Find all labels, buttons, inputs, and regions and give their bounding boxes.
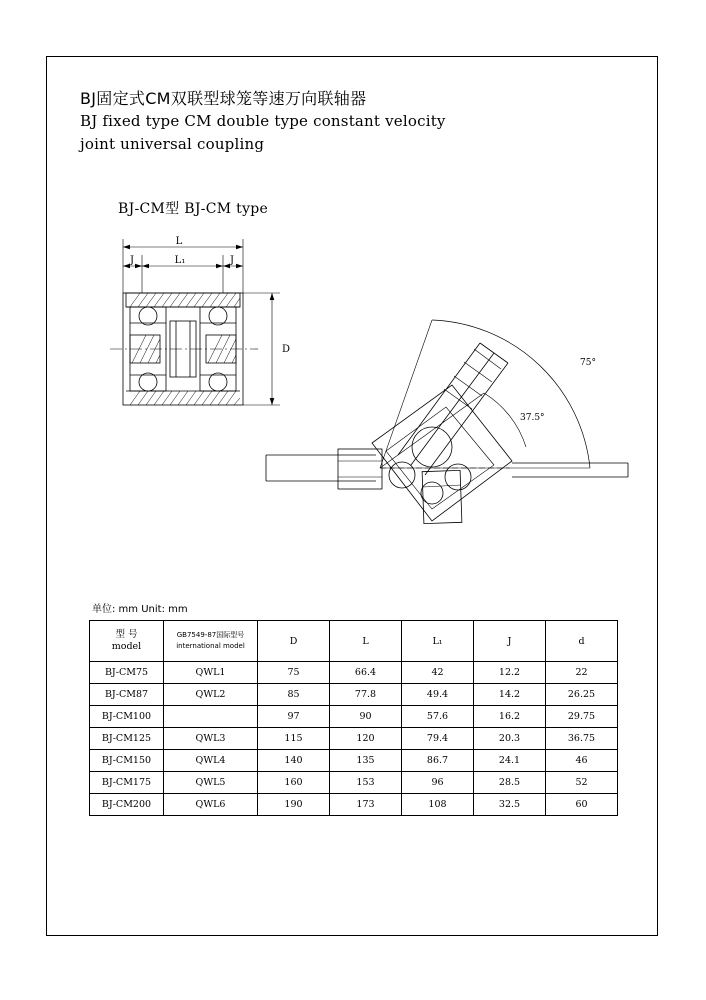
cell-model: BJ-CM200 [90,794,164,816]
page-title-english-line1: BJ fixed type CM double type constant velocity [80,112,446,130]
cell-model: BJ-CM125 [90,728,164,750]
dimension-label-J-left: J [129,255,135,266]
cell-model: BJ-CM100 [90,706,164,728]
table-row [90,662,618,684]
specification-table [89,620,618,816]
cell-L: 173 [330,794,402,816]
cell-J: 16.2 [474,706,546,728]
cell-L: 135 [330,750,402,772]
table-row [90,706,618,728]
diagram-subtitle: BJ-CM型 BJ-CM type [118,201,269,217]
cell-L1: 42 [402,662,474,684]
cell-L1: 79.4 [402,728,474,750]
cell-L1: 108 [402,794,474,816]
table-row [90,684,618,706]
cell-D: 160 [258,772,330,794]
header-model-line1: 型 号 [115,629,138,640]
cell-J: 12.2 [474,662,546,684]
cell-D: 190 [258,794,330,816]
cell-L: 153 [330,772,402,794]
cell-model: BJ-CM75 [90,662,164,684]
dimension-label-L1: L₁ [174,255,186,266]
cell-J: 24.1 [474,750,546,772]
cell-L: 90 [330,706,402,728]
cell-d: 26.25 [546,684,618,706]
cell-d: 29.75 [546,706,618,728]
header-international-model [164,621,258,662]
cell-D: 75 [258,662,330,684]
header-model [90,621,164,662]
cell-J: 28.5 [474,772,546,794]
cell-L: 66.4 [330,662,402,684]
cell-intl [164,706,258,728]
cell-intl: QWL6 [164,794,258,816]
header-L: L [330,621,402,662]
table-row [90,750,618,772]
cell-intl: QWL2 [164,684,258,706]
header-intl-line2: international model [176,642,245,650]
cell-d: 46 [546,750,618,772]
cell-model: BJ-CM150 [90,750,164,772]
cell-L: 120 [330,728,402,750]
page-title-english-line2: joint universal coupling [80,135,265,153]
page-title-chinese: BJ固定式CM双联型球笼等速万向联轴器 [80,89,367,108]
dimension-label-J-right: J [229,255,235,266]
cell-J: 14.2 [474,684,546,706]
title-block [80,88,600,156]
cell-intl: QWL3 [164,728,258,750]
angle-label-37-5: 37.5° [520,413,545,423]
cell-L1: 96 [402,772,474,794]
cell-model: BJ-CM87 [90,684,164,706]
cell-J: 20.3 [474,728,546,750]
technical-drawing [80,225,640,560]
cell-intl: QWL1 [164,662,258,684]
cell-d: 52 [546,772,618,794]
cell-intl: QWL5 [164,772,258,794]
cell-d: 36.75 [546,728,618,750]
unit-note: 单位: mm Unit: mm [92,604,188,615]
cell-L1: 57.6 [402,706,474,728]
angle-label-75: 75° [580,358,596,368]
cell-L1: 86.7 [402,750,474,772]
dimension-label-L: L [175,236,183,247]
cell-model: BJ-CM175 [90,772,164,794]
cell-D: 140 [258,750,330,772]
cell-L: 77.8 [330,684,402,706]
cell-d: 22 [546,662,618,684]
cell-D: 115 [258,728,330,750]
cell-J: 32.5 [474,794,546,816]
table-row [90,772,618,794]
cell-L1: 49.4 [402,684,474,706]
cell-d: 60 [546,794,618,816]
header-intl-line1: GB7549-87国际型号 [176,631,245,639]
header-model-line2: model [111,641,142,652]
cell-D: 97 [258,706,330,728]
header-J: J [474,621,546,662]
cell-intl: QWL4 [164,750,258,772]
table-header-row [90,621,618,662]
dimension-label-D: D [282,344,291,355]
table-row [90,728,618,750]
header-d: d [546,621,618,662]
table-row [90,794,618,816]
header-D: D [258,621,330,662]
cell-D: 85 [258,684,330,706]
header-L1: L₁ [402,621,474,662]
